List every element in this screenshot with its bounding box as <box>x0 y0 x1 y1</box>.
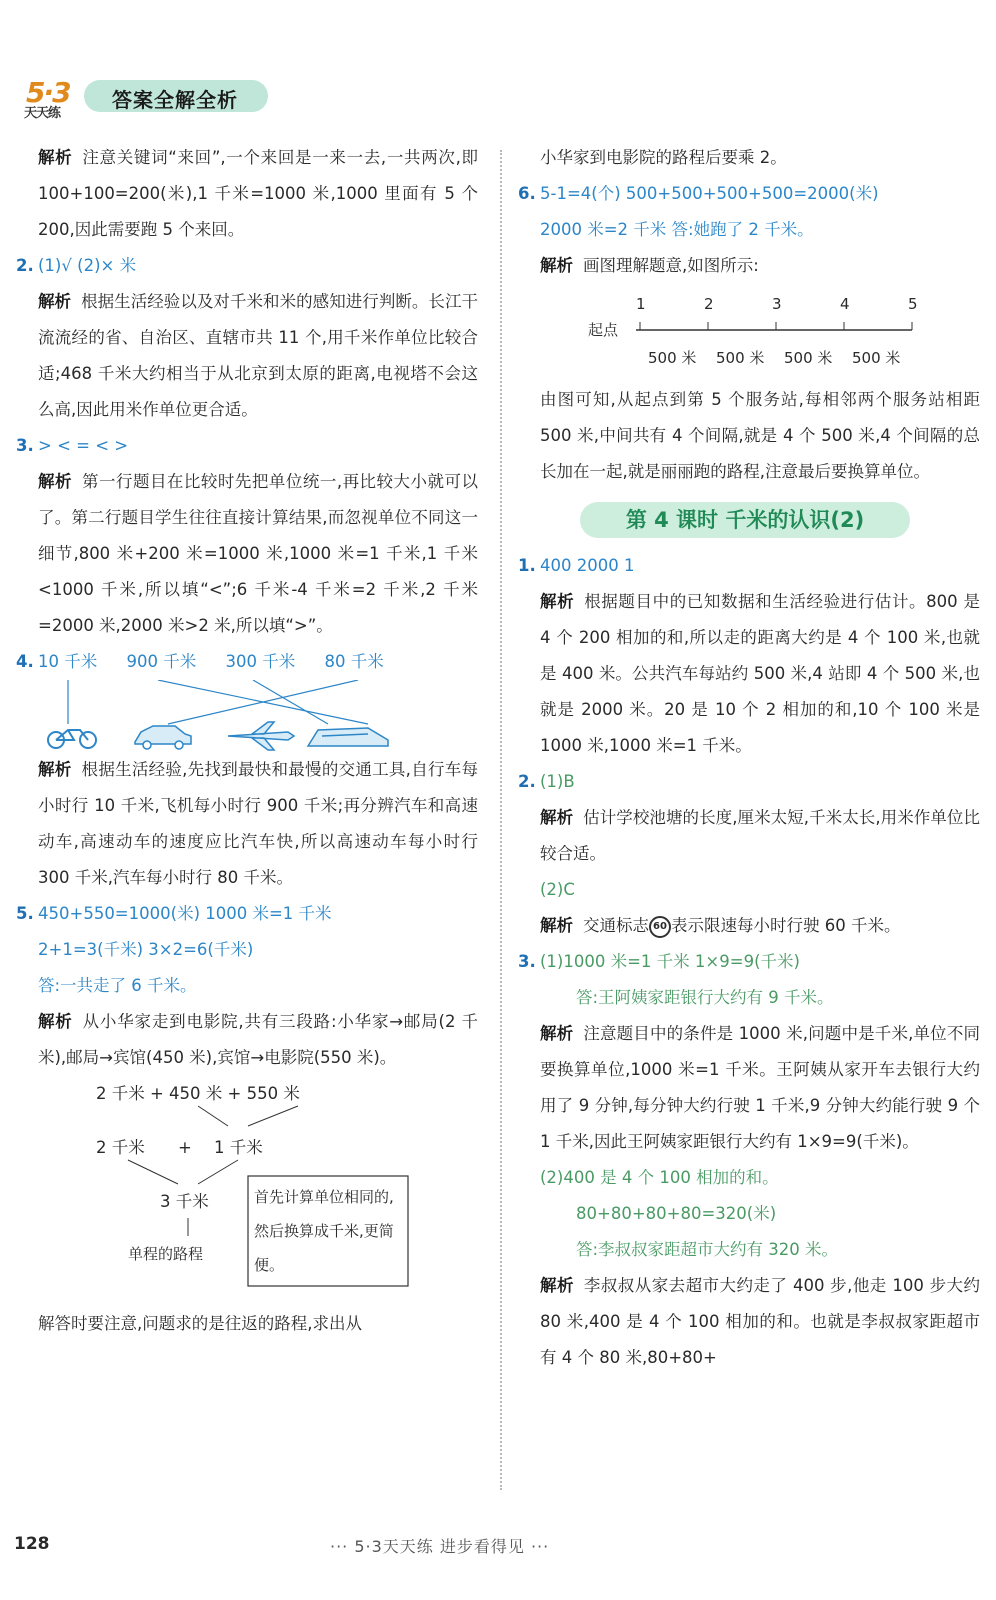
lesson4-item-1-explanation <box>540 584 980 764</box>
answer-text: 5-1=4(个) 500+500+500+500=2000(米) <box>540 184 879 203</box>
item-4-answer <box>16 644 478 680</box>
match-line-car <box>168 680 358 724</box>
question-number: 3. <box>16 436 34 455</box>
explanation-text: 注意关键词“来回”,一个来回是一来一去,一共两次,即 100+100=200(米),1 千米=1000 米,1000 里面有 5 个 200,因此需要跑 5 个来回。 <box>38 148 478 239</box>
question-number: 1. <box>518 556 536 575</box>
lesson4-item-3-answer-3: (2)400 是 4 个 100 相加的和。 <box>540 1168 779 1187</box>
header-banner <box>84 80 268 112</box>
jiexi-label: 解析 <box>540 916 573 935</box>
vehicle-matching-figure <box>38 680 478 752</box>
speed-label-bike: 10 千米 <box>38 652 98 671</box>
item-4-explanation <box>38 752 478 896</box>
lesson4-item-3-answer-2: 答:王阿姨家距银行大约有 9 千米。 <box>576 988 834 1007</box>
high-speed-train-icon <box>308 728 388 746</box>
item-3-explanation <box>38 464 478 644</box>
flow-term-2: 1 千米 <box>214 1138 263 1157</box>
jiexi-label: 解析 <box>38 1012 73 1031</box>
flow-top-expression: 2 千米 + 450 米 + 550 米 <box>96 1084 300 1103</box>
question-number: 5. <box>16 904 34 923</box>
flow-note-text: 首先计算单位相同的,然后换算成千米,更简便。 <box>254 1188 394 1274</box>
lesson4-item-2-explanation-2 <box>540 908 980 944</box>
answer-text: (1)√ (2)× 米 <box>38 256 137 275</box>
flow-result-label: 单程的路程 <box>128 1245 204 1263</box>
explanation-text: 从小华家走到电影院,共有三段路:小华家→邮局(2 千米),邮局→宾馆(450 米),宾馆→电影院(550 米)。 <box>38 1012 479 1067</box>
jiexi-label: 解析 <box>540 808 574 827</box>
explanation-text: 画图理解题意,如图所示: <box>583 256 759 275</box>
item-5-answer-1 <box>16 896 478 932</box>
flow-result: 3 千米 <box>160 1192 209 1211</box>
item-6-answer-2: 2000 米=2 千米 答:她跑了 2 千米。 <box>540 220 814 239</box>
speed-label-car: 80 千米 <box>324 652 384 671</box>
left-column <box>16 140 479 1342</box>
item-2-answer <box>16 248 478 284</box>
answer-text: (1)B <box>540 772 575 791</box>
question-number: 2. <box>16 256 34 275</box>
brand-logo <box>22 76 90 121</box>
jiexi-label: 解析 <box>540 1024 574 1043</box>
item-1-explanation <box>38 140 478 248</box>
page-header <box>22 72 282 122</box>
speed-label-plane: 900 千米 <box>126 652 197 671</box>
item-5-explanation-end: 解答时要注意,问题求的是往返的路程,求出从 <box>38 1314 362 1333</box>
jiexi-label: 解析 <box>540 592 575 611</box>
question-number: 2. <box>518 772 536 791</box>
jiexi-label: 解析 <box>38 292 72 311</box>
flow-term-1: 2 千米 <box>96 1138 145 1157</box>
jiexi-label: 解析 <box>540 1276 574 1295</box>
explanation-text: 估计学校池塘的长度,厘米太短,千米太长,用米作单位比较合适。 <box>540 808 980 863</box>
item-5-explanation <box>38 1004 478 1076</box>
calculation-flow-diagram <box>38 1076 478 1306</box>
answer-text: 400 2000 1 <box>540 556 635 575</box>
explanation-text: 表示限速每小时行驶 60 千米。 <box>671 916 901 935</box>
arrow-line <box>198 1106 228 1126</box>
lesson4-item-3-answer-5: 答:李叔叔家距超市大约有 320 米。 <box>576 1240 839 1259</box>
item-2-explanation <box>38 284 478 428</box>
distance-number-line <box>540 284 980 382</box>
item-5-explanation-continued: 小华家到电影院的路程后要乘 2。 <box>540 148 787 167</box>
lesson4-item-3-explanation-2 <box>540 1268 980 1376</box>
explanation-text: 根据题目中的已知数据和生活经验进行估计。800 是 4 个 200 相加的和,所以走的距离大约是 4 个 100 米,也就是 400 米。公共汽车每站约 500 米,4 站即 4 个 500 米,也就是 2000 米。20 是 10 个 2 相加的和,10 个 100 米是 1000 米,1000 米=1 千米。 <box>540 592 980 755</box>
answer-text: 450+550=1000(米) 1000 米=1 千米 <box>38 904 332 923</box>
segment-label: 500 米 <box>852 349 901 367</box>
answer-text: > < = < > <box>38 436 129 455</box>
arrow-line <box>248 1106 298 1126</box>
page-number: 128 <box>14 1534 50 1554</box>
jiexi-label: 解析 <box>540 256 573 275</box>
car-icon <box>135 726 191 749</box>
segment-label: 500 米 <box>784 349 833 367</box>
lesson4-item-2-answer-1 <box>518 764 980 800</box>
lesson4-item-2-answer-2: (2)C <box>540 880 575 899</box>
explanation-text: 注意题目中的条件是 1000 米,问题中是千米,单位不同要换算单位,1000 米=1 千米。王阿姨从家开车去银行大约用了 9 分钟,每分钟大约行驶 1 千米,9 分钟大约能行驶 9 个 1 千米,因此王阿姨家距银行大约有 1×9=9(千米)。 <box>540 1024 980 1151</box>
speed-limit-sign-icon: 60 <box>649 916 671 938</box>
flow-plus: + <box>178 1138 192 1157</box>
start-point-label: 起点 <box>588 321 619 339</box>
lesson4-item-3-answer-4: 80+80+80+80=320(米) <box>576 1204 777 1223</box>
right-column <box>518 140 981 1376</box>
item-6-explanation-1 <box>540 248 980 284</box>
explanation-text: 第一行题目在比较时先把单位统一,再比较大小就可以了。第二行题目学生往往直接计算结果,而忽视单位不同这一细节,800 米+200 米=1000 米,1000 米=1 千米,1 千米<1000 千米,所以填“<”;6 千米-4 千米=2 千米,2 千米=2000 米,2000 米>2 米,所以填“>”。 <box>38 472 478 635</box>
question-number: 4. <box>16 652 34 671</box>
station-label: 4 <box>840 295 850 313</box>
lesson4-item-1-answer <box>518 548 980 584</box>
footer-slogan: ··· 5·3天天练 进步看得见 ··· <box>330 1537 550 1556</box>
page-footer <box>0 1530 996 1560</box>
explanation-text: 根据生活经验以及对千米和米的感知进行判断。长江干流流经的省、自治区、直辖市共 11 个,用千米作单位比较合适;468 千米大约相当于从北京到太原的距离,电视塔不会这么高,因此用米作单位更合适。 <box>38 292 479 419</box>
segment-label: 500 米 <box>648 349 697 367</box>
jiexi-label: 解析 <box>38 148 73 167</box>
item-5-answer-2: 2+1=3(千米) 3×2=6(千米) <box>38 940 254 959</box>
explanation-text: 李叔叔从家去超市大约走了 400 步,他走 100 步大约 80 米,400 是 4 个 100 相加的和。也就是李叔叔家距超市有 4 个 80 米,80+80+ <box>540 1276 981 1367</box>
lesson-title: 第 4 课时 千米的认识(2) <box>580 502 910 538</box>
speed-label-train: 300 千米 <box>225 652 296 671</box>
item-6-answer-1 <box>518 176 980 212</box>
item-3-answer <box>16 428 478 464</box>
question-number: 3. <box>518 952 536 971</box>
item-6-explanation-2: 由图可知,从起点到第 5 个服务站,每相邻两个服务站相距 500 米,中间共有 4 个间隔,就是 4 个 500 米,4 个间隔的总长加在一起,就是丽丽跑的路程,注意最后要换算单位。 <box>540 390 980 481</box>
lesson4-item-2-explanation-1 <box>540 800 980 872</box>
jiexi-label: 解析 <box>38 472 72 491</box>
logo-subtitle: 天天练 <box>24 106 61 121</box>
explanation-text: 根据生活经验,先找到最快和最慢的交通工具,自行车每小时行 10 千米,飞机每小时行 900 千米;再分辨汽车和高速动车,高速动车的速度应比汽车快,所以高速动车每小时行 300 千米,汽车每小时行 80 千米。 <box>38 760 478 887</box>
matching-lines-svg <box>38 680 478 752</box>
station-label: 5 <box>908 295 918 313</box>
explanation-text: 交通标志 <box>583 916 649 935</box>
question-number: 6. <box>518 184 536 203</box>
bicycle-icon <box>48 730 96 748</box>
station-label: 2 <box>704 295 714 313</box>
logo-number: 5·3 <box>26 76 70 109</box>
station-label: 3 <box>772 295 782 313</box>
lesson4-item-3-answer-1 <box>518 944 980 980</box>
segment-label: 500 米 <box>716 349 765 367</box>
jiexi-label: 解析 <box>38 760 72 779</box>
airplane-icon <box>228 722 294 750</box>
column-divider <box>500 150 502 1490</box>
header-banner-text: 答案全解全析 <box>112 88 238 112</box>
answer-text: (1)1000 米=1 千米 1×9=9(千米) <box>540 952 800 971</box>
item-5-answer-3: 答:一共走了 6 千米。 <box>38 976 197 995</box>
lesson4-item-3-explanation-1 <box>540 1016 980 1160</box>
station-label: 1 <box>636 295 646 313</box>
